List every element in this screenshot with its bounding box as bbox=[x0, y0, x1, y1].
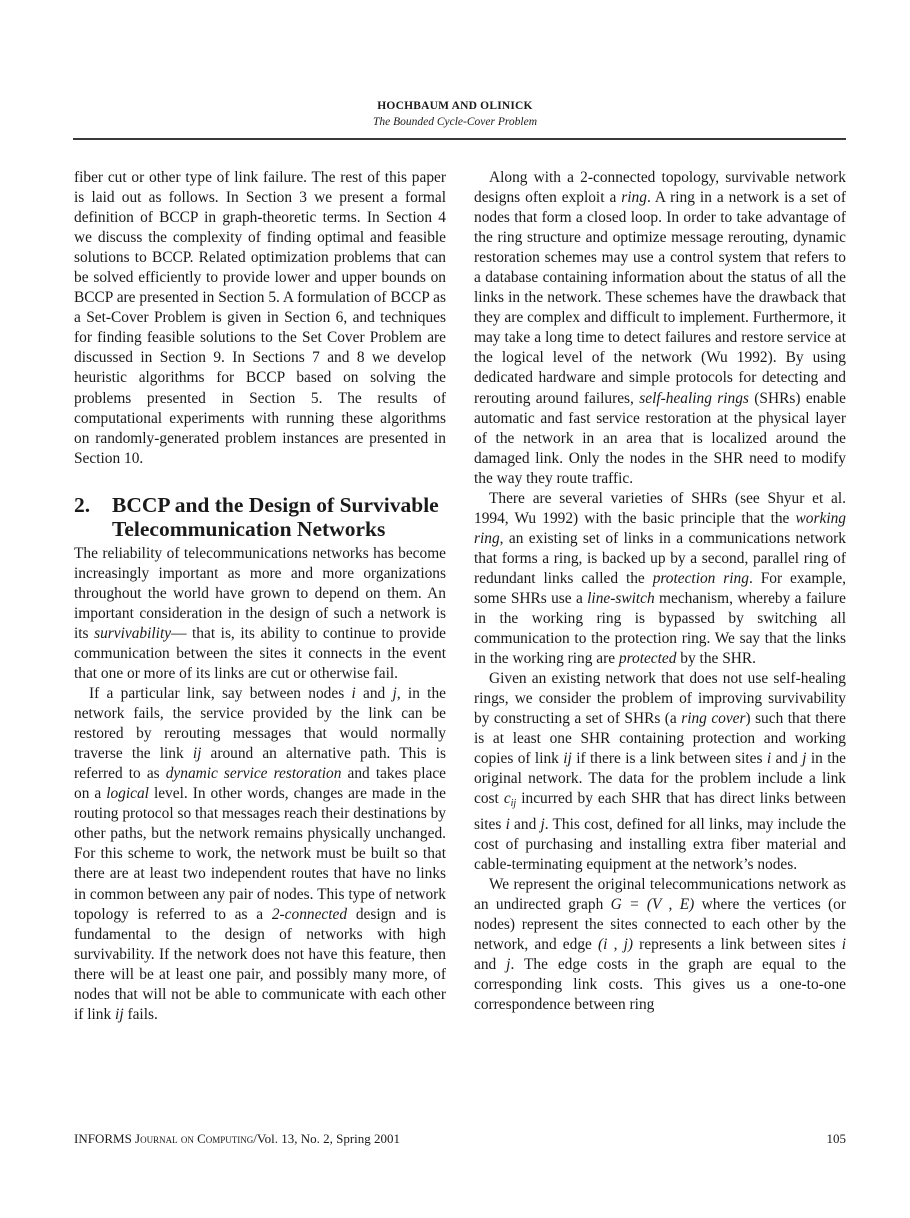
paragraph-outline: fiber cut or other type of link failure. The rest of this paper is laid out as follows. In Section 3 we present a formal definition of BCCP in graph-theoretic terms. In Section 4 we discuss the complexity of finding optimal and feasible solutions to BCCP. Related optimization problems that can be solved efficiently to provide lower and upper bounds on BCCP are presented in Section 5. A formulation of BCCP as a Set-Cover Problem is given in Section 6, and techniques for finding feasible solutions to the Set Cover Problem are discussed in Section 9. In Sections 7 and 8 we develop heuristic algorithms for BCCP based on solving the problems presented in Section 5. The results of computational experiments with running these algorithms on randomly-generated problem instances are presented in Section 10. bbox=[74, 169, 446, 467]
header-rule bbox=[73, 138, 846, 140]
term-dynamic-service-restoration: dynamic service restoration bbox=[165, 765, 342, 783]
term-working-ring: working ring bbox=[474, 509, 846, 547]
term-2-connected: 2-connected bbox=[271, 905, 348, 923]
journal-citation: INFORMS Journal on Computing/Vol. 13, No. 2, Spring 2001 bbox=[74, 1131, 401, 1146]
section-heading bbox=[74, 493, 446, 542]
page-footer bbox=[74, 1131, 846, 1147]
paragraph-shr-varieties: There are several varieties of SHRs (see Shyur et al. 1994, Wu 1992) with the basic principle that the working ring, an existing set of links in a communications network that forms a ring, is backed up by a second, parallel ring of redundant links called the protection ring. For example, some SHRs use a line-switch mechanism, whereby a failure in the working ring is bypassed by switching all communication to the protection ring. We say that the links in the working ring are protected by the SHR. bbox=[474, 489, 847, 668]
header-running-title: The Bounded Cycle-Cover Problem bbox=[372, 116, 538, 128]
term-line-switch: line-switch bbox=[587, 589, 655, 607]
paragraph-reliability: The reliability of telecommunications networks has become increasingly important as more and more organizations throughout the world have grown to depend on them. An important consideration in the design of such a network is its survivability— that is, its ability to continue to provide communication between the sites it connects in the event that one or more of its links are cut or otherwise fail. bbox=[74, 544, 446, 682]
term-self-healing-rings: self-healing rings bbox=[639, 389, 749, 407]
paragraph-restoration: If a particular link, say between nodes i and j, in the network fails, the service provided by the link can be restored by rerouting messages that would normally traverse the link ij around an alternative path. This is referred to as dynamic service restoration and takes place on a logical level. In other words, changes are made in the routing protocol so that messages reach their destinations by other paths, but the network remains physically unchanged. For this scheme to work, the network must be built so that there are at least two independent routes that have no links in common between any pair of nodes. This type of network topology is referred to as a 2-connected design and is fundamental to the design of networks with high survivability. If the network does not have this feature, then there will be at least one pair, and possibly many more, of nodes that will not be able to communicate with each other if link ij fails. bbox=[74, 685, 447, 1023]
header-authors: HOCHBAUM AND OLINICK bbox=[377, 100, 533, 112]
math-link-cost: $c_{ij}$ bbox=[503, 790, 517, 810]
section-title: BCCP and the Design of Survivable Telecommunication Networks bbox=[112, 492, 439, 542]
term-protection-ring: protection ring bbox=[652, 569, 749, 587]
term-survivability: survivability bbox=[94, 624, 172, 642]
page-number: 105 bbox=[826, 1131, 846, 1146]
right-column bbox=[474, 168, 846, 1015]
paragraph-ring-cover: Given an existing network that does not use self-healing rings, we consider the problem of improving survivability by constructing a set of SHRs (a ring cover) such that there is at least one SHR containing protection and working copies of link ij if there is a link between sites i and j in the original network. The data for the problem include a link cost $c_{ij}$ incurred by each SHR that has direct links between sites i and j. This cost, defined for all links, may include the cost of purchasing and installing extra fiber material and cable-terminating equipment at the network’s nodes. bbox=[474, 670, 847, 873]
paragraph-rings: Along with a 2-connected topology, survivable network designs often exploit a ring. A ring in a network is a set of nodes that form a closed loop. In order to take advantage of the ring structure and optimize message rerouting, dynamic restoration schemes may use a control system that refers to a database containing information about the status of all the links in the network. These schemes have the drawback that they are complex and difficult to implement. Furthermore, it may take a long time to detect failures and restore service at the logical level of the network (Wu 1992). By using dedicated hardware and simple protocols for detecting and rerouting around failures, self-healing rings (SHRs) enable automatic and fast service restoration at the physical layer of the network in an area that is localized around the damaged link. Only the nodes in the SHR need to modify the way they route traffic. bbox=[474, 169, 847, 487]
term-ring: ring bbox=[621, 189, 647, 207]
math-graph: G = (V , E) bbox=[610, 895, 695, 913]
left-column bbox=[74, 168, 446, 1025]
paragraph-graph-representation: We represent the original telecommunications network as an undirected graph G = (V , E) where the vertices (or nodes) represent the sites connected to each other by the network, and edge (i , j) represents a link between sites i and j. The edge costs in the graph are equal to the corresponding link costs. This gives us a one-to-one correspondence between ring bbox=[474, 875, 847, 1013]
math-edge: (i , j) bbox=[598, 935, 633, 953]
section-number: 2. bbox=[74, 492, 91, 517]
term-protected: protected bbox=[618, 650, 677, 668]
term-ring-cover: ring cover bbox=[681, 710, 746, 728]
term-logical: logical bbox=[106, 785, 149, 803]
running-header bbox=[0, 98, 910, 131]
